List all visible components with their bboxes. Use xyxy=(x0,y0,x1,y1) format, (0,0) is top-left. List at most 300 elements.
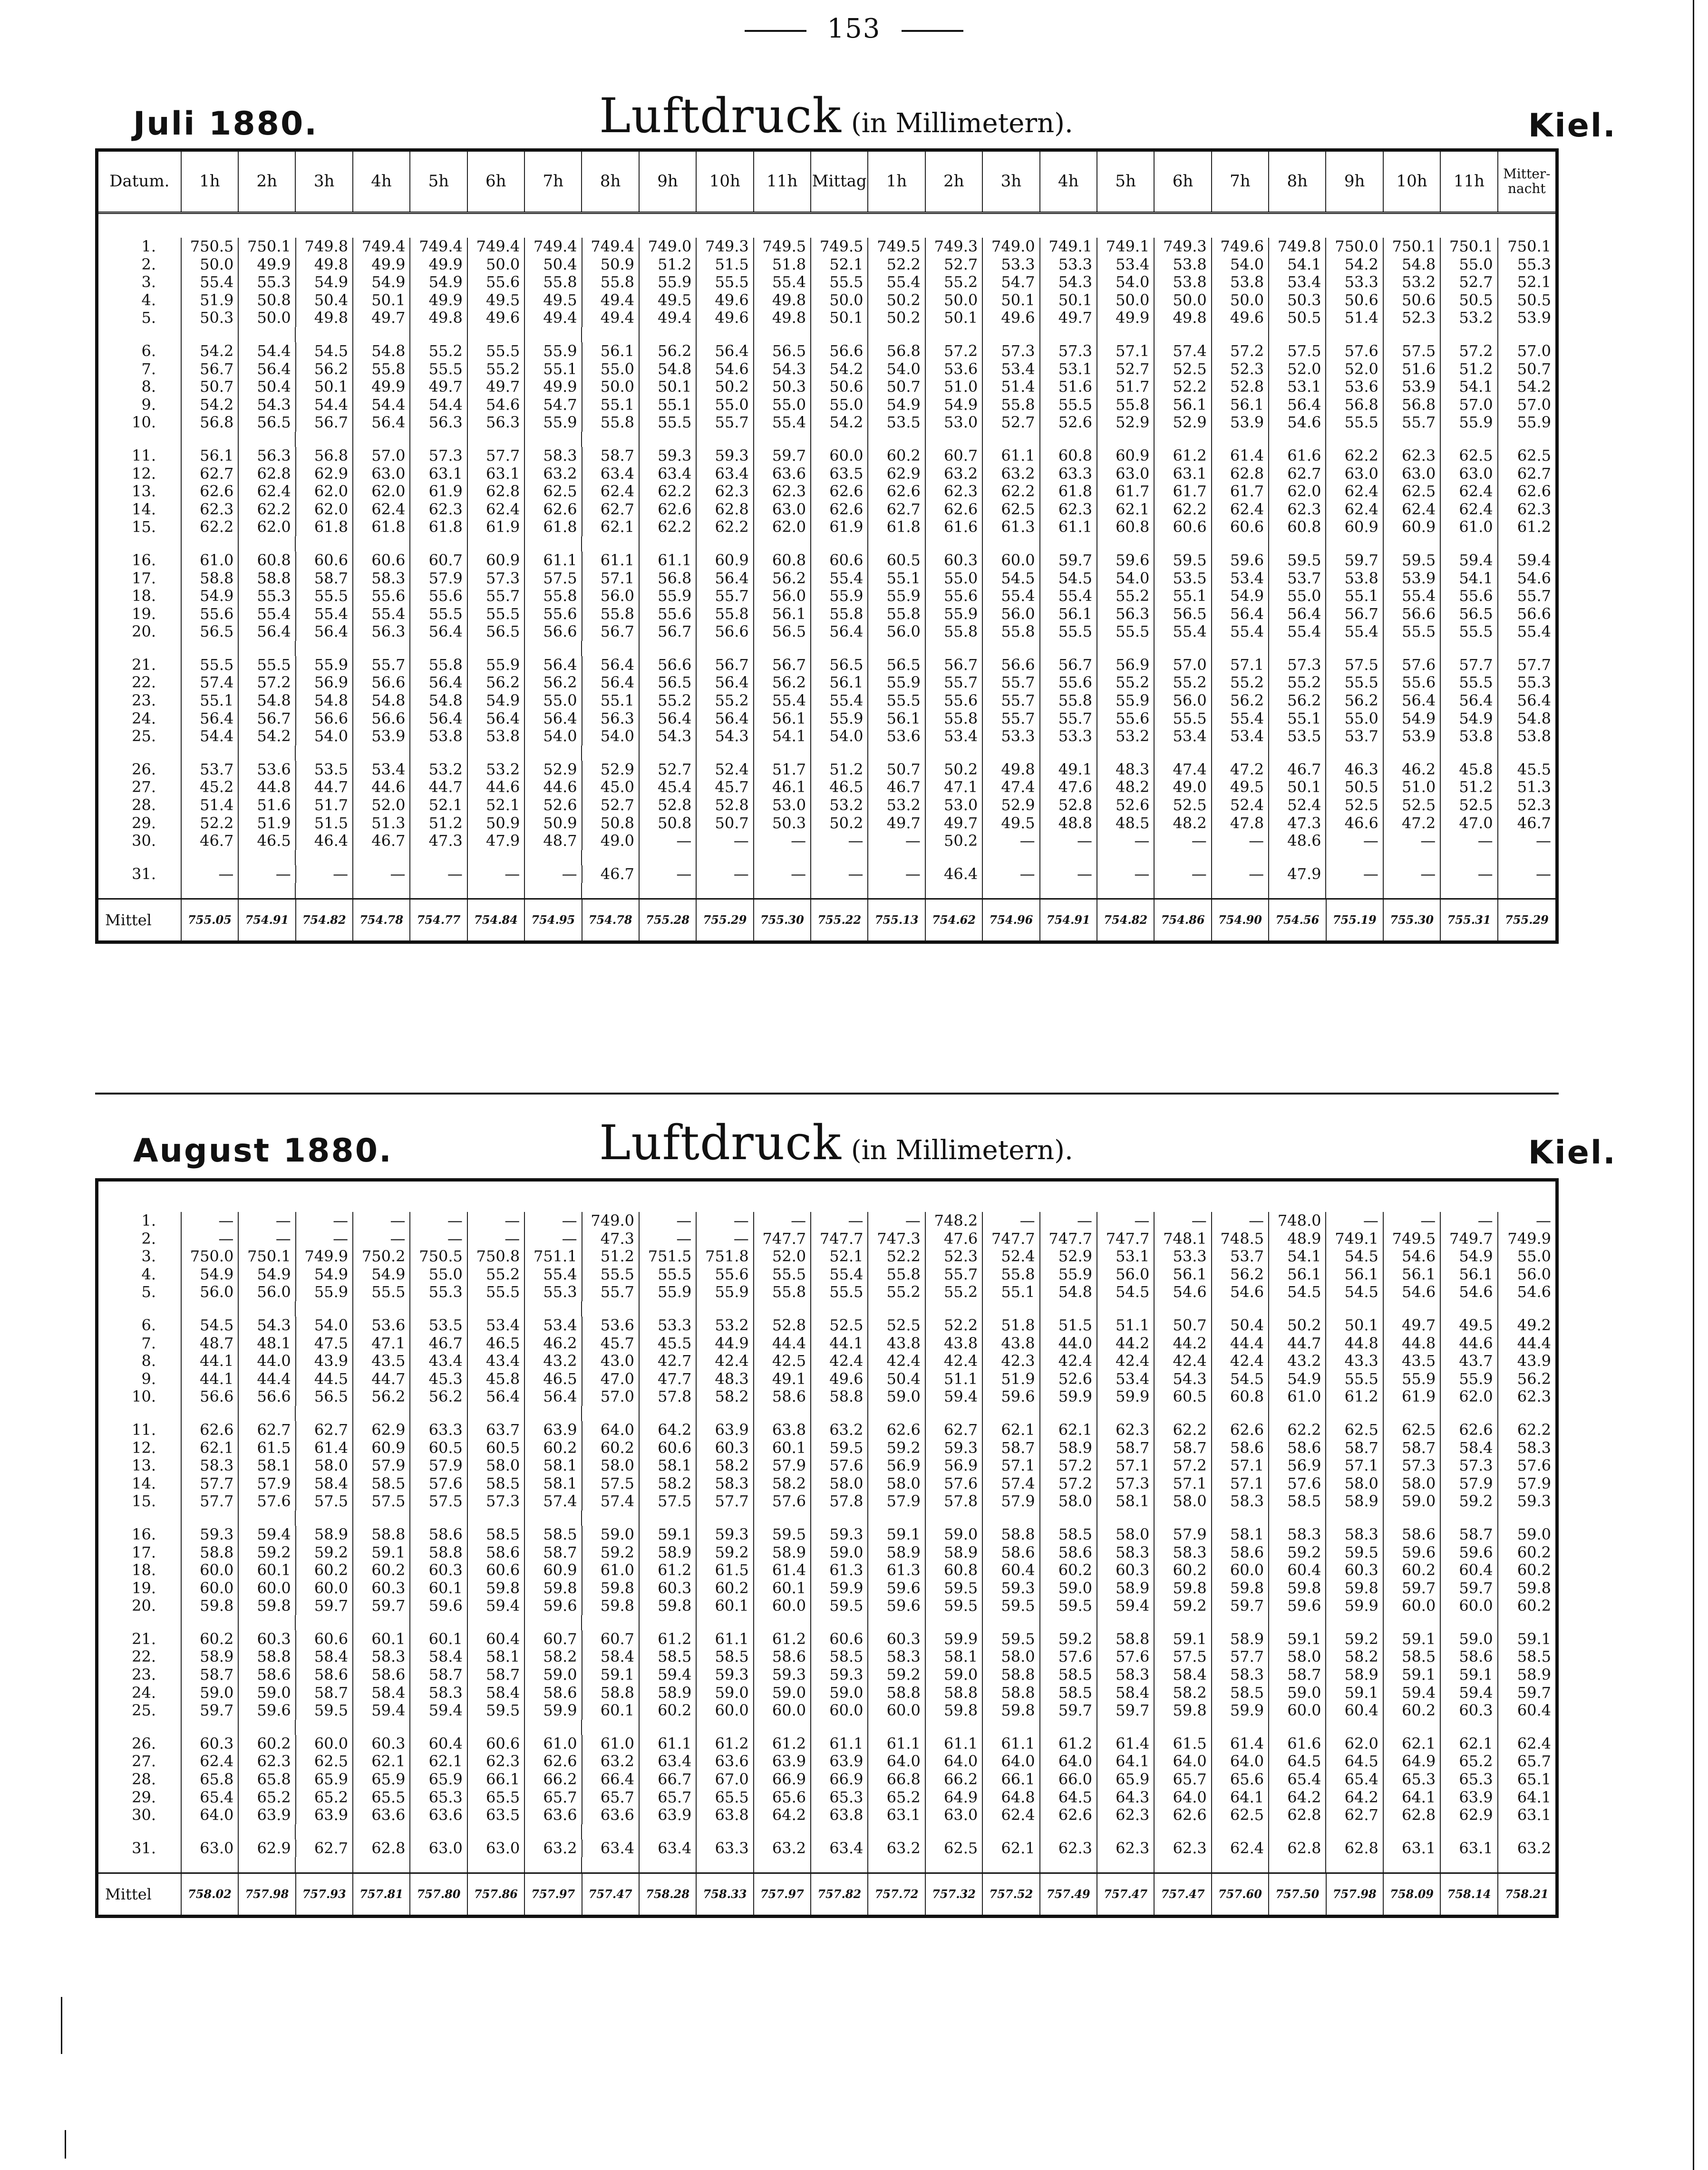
value-cell: 59.8 xyxy=(468,1579,525,1598)
value-cell: — xyxy=(525,1230,582,1248)
value-cell: 62.7 xyxy=(1326,1806,1383,1824)
value-cell: 750.0 xyxy=(1326,238,1383,256)
value-cell: — xyxy=(983,832,1040,850)
value-cell: 57.5 xyxy=(1384,342,1441,360)
column-header: 9h xyxy=(640,152,697,212)
gap-cell xyxy=(640,1857,697,1872)
gap-cell xyxy=(811,1511,868,1526)
value-cell: 751.8 xyxy=(697,1248,754,1266)
value-cell: 59.5 xyxy=(468,1702,525,1720)
value-cell: 50.8 xyxy=(582,814,640,833)
value-cell: 50.5 xyxy=(1269,309,1326,327)
value-cell: 54.6 xyxy=(1517,569,1551,587)
value-cell: 43.0 xyxy=(582,1352,640,1370)
value-cell: 59.3 xyxy=(697,1666,754,1684)
date-cell: 21. xyxy=(98,1630,182,1648)
date-cell: 3. xyxy=(98,273,182,291)
value-cell: 60.0 xyxy=(296,1735,353,1753)
value-cell: 54.4 xyxy=(296,396,353,414)
value-cell: 59.4 xyxy=(1097,1597,1155,1615)
gap-cell xyxy=(640,327,697,342)
value-cell: 54.5 xyxy=(296,342,353,360)
value-cell: 57.3 xyxy=(1040,342,1097,360)
value-cell: 50.4 xyxy=(525,256,582,274)
date-cell: 27. xyxy=(98,778,182,796)
value-cell: 52.5 xyxy=(1155,360,1212,378)
mean-value: 755.13 xyxy=(868,900,925,940)
value-cell: 748.2 xyxy=(926,1212,983,1230)
value-cell: 749.9 xyxy=(1507,1229,1551,1248)
table-row xyxy=(98,1370,1555,1388)
value-cell: 65.8 xyxy=(182,1771,239,1789)
value-cell: 55.9 xyxy=(525,342,582,360)
value-cell: 62.3 xyxy=(468,1753,525,1771)
value-cell: 55.5 xyxy=(468,605,525,623)
value-cell: 49.9 xyxy=(353,378,410,396)
value-cell: 59.0 xyxy=(182,1684,239,1702)
value-cell: 58.3 xyxy=(1097,1544,1155,1562)
gap-cell xyxy=(296,1857,353,1872)
value-cell: 62.8 xyxy=(1269,1840,1326,1858)
value-cell: 60.0 xyxy=(811,1702,868,1720)
value-cell: 43.2 xyxy=(525,1352,582,1370)
value-cell: 63.0 xyxy=(353,465,410,483)
value-cell: 50.1 xyxy=(1269,778,1326,796)
value-cell: 63.0 xyxy=(1326,465,1383,483)
value-cell: 55.9 xyxy=(1040,1266,1097,1284)
value-cell: 57.4 xyxy=(983,1475,1040,1493)
date-cell: 28. xyxy=(98,796,182,814)
gap-cell xyxy=(410,883,467,898)
date-cell: 12. xyxy=(98,1439,182,1457)
value-cell: 55.5 xyxy=(811,273,868,291)
value-cell: 60.2 xyxy=(1040,1561,1097,1579)
value-cell: 60.4 xyxy=(1269,1561,1326,1579)
table-row xyxy=(98,1248,1555,1266)
table-row xyxy=(98,273,1555,291)
value-cell: 57.1 xyxy=(1212,656,1269,674)
value-cell: — xyxy=(640,1230,697,1248)
value-cell: 57.5 xyxy=(296,1492,353,1511)
value-cell: 749.3 xyxy=(926,238,983,256)
value-cell: 55.5 xyxy=(468,342,525,360)
value-cell: 60.8 xyxy=(754,552,811,570)
value-cell: 56.1 xyxy=(1212,396,1269,414)
table-body xyxy=(98,214,1555,898)
value-cell: 59.7 xyxy=(1040,552,1097,570)
value-cell: 58.7 xyxy=(582,447,640,465)
value-cell: 58.6 xyxy=(1269,1439,1326,1457)
value-cell: 59.8 xyxy=(1155,1579,1212,1598)
gap-cell xyxy=(926,327,983,342)
value-cell: 63.9 xyxy=(1441,1789,1498,1807)
gap-cell xyxy=(1498,1824,1555,1840)
value-cell: 62.4 xyxy=(1212,501,1269,519)
value-cell: 749.9 xyxy=(296,1248,353,1266)
value-cell: 55.8 xyxy=(582,273,640,291)
mean-value: 757.93 xyxy=(296,1874,353,1915)
value-cell: 57.6 xyxy=(754,1492,811,1511)
value-cell: 63.0 xyxy=(182,1840,239,1858)
value-cell: 62.5 xyxy=(1212,1806,1269,1824)
value-cell: 55.7 xyxy=(697,587,754,605)
value-cell: — xyxy=(239,1212,296,1230)
gap-cell xyxy=(1269,883,1326,898)
value-cell: 63.2 xyxy=(525,465,582,483)
value-cell: 61.1 xyxy=(697,1630,754,1648)
value-cell: 56.6 xyxy=(697,623,754,641)
value-cell: 749.4 xyxy=(353,238,410,256)
value-cell: 58.7 xyxy=(296,570,353,588)
value-cell: 53.7 xyxy=(182,761,239,779)
value-cell: 58.0 xyxy=(296,1457,353,1475)
value-cell: 59.3 xyxy=(697,1526,754,1544)
value-cell: 54.3 xyxy=(697,727,754,746)
value-cell: 57.5 xyxy=(1269,342,1326,360)
value-cell: 45.7 xyxy=(582,1335,640,1353)
value-cell: 51.9 xyxy=(983,1370,1040,1388)
date-cell: 28. xyxy=(98,1771,182,1789)
value-cell: 55.7 xyxy=(468,587,525,605)
gap-cell xyxy=(353,536,410,552)
value-cell: — xyxy=(1155,832,1212,850)
value-cell: 61.8 xyxy=(525,518,582,536)
value-cell: 59.6 xyxy=(1212,552,1269,570)
value-cell: 54.9 xyxy=(868,396,925,414)
value-cell: 53.8 xyxy=(1326,570,1383,588)
gap-cell xyxy=(182,327,239,342)
value-cell: 55.9 xyxy=(1384,1370,1441,1388)
gap-cell xyxy=(525,850,582,865)
value-cell: 44.4 xyxy=(239,1370,296,1388)
value-cell: 55.5 xyxy=(1326,1370,1383,1388)
value-cell: 63.2 xyxy=(868,1840,925,1858)
value-cell: 55.8 xyxy=(983,623,1040,641)
gap-cell xyxy=(983,850,1040,865)
mean-value: 755.19 xyxy=(1327,900,1384,940)
value-cell: 59.7 xyxy=(1517,1683,1551,1702)
value-cell: 60.8 xyxy=(1212,1388,1269,1406)
value-cell: 56.0 xyxy=(1155,692,1212,710)
gap-cell xyxy=(1498,1406,1555,1421)
value-cell: — xyxy=(239,865,296,883)
value-cell: 62.3 xyxy=(1040,1840,1097,1858)
value-cell: 56.4 xyxy=(811,623,868,641)
value-cell: 59.4 xyxy=(468,1597,525,1615)
gap-cell xyxy=(1441,432,1498,447)
value-cell: 65.7 xyxy=(1517,1752,1551,1771)
value-cell: — xyxy=(525,1212,582,1230)
value-cell: 50.2 xyxy=(926,761,983,779)
value-cell: 54.8 xyxy=(239,692,296,710)
value-cell: 66.1 xyxy=(468,1771,525,1789)
value-cell: 51.6 xyxy=(1384,360,1441,378)
table-row xyxy=(98,1352,1555,1370)
value-cell: 43.8 xyxy=(926,1335,983,1353)
value-cell: 60.1 xyxy=(353,1630,410,1648)
value-cell: 54.4 xyxy=(182,727,239,746)
value-cell: 58.8 xyxy=(239,1648,296,1666)
value-cell: 65.6 xyxy=(1212,1771,1269,1789)
gap-cell xyxy=(182,1301,239,1317)
value-cell: 62.2 xyxy=(1517,1420,1551,1439)
title-main: Luftdruck xyxy=(599,1115,842,1171)
table-row xyxy=(98,501,1555,519)
value-cell: 54.2 xyxy=(811,414,868,432)
value-cell: 49.7 xyxy=(926,814,983,833)
value-cell: 61.2 xyxy=(1155,447,1212,465)
value-cell: 60.4 xyxy=(983,1561,1040,1579)
row-group-gap xyxy=(98,327,1555,342)
value-cell: 59.2 xyxy=(1326,1630,1383,1648)
value-cell: 51.7 xyxy=(754,761,811,779)
value-cell: 54.6 xyxy=(697,360,754,378)
value-cell: 59.8 xyxy=(582,1597,640,1615)
value-cell: 43.4 xyxy=(468,1352,525,1370)
gap-cell xyxy=(468,1615,525,1630)
value-cell: 55.7 xyxy=(983,692,1040,710)
value-cell: 58.6 xyxy=(353,1666,410,1684)
value-cell: 54.0 xyxy=(296,727,353,746)
row-group-gap xyxy=(98,1511,1555,1526)
value-cell: 56.1 xyxy=(582,342,640,360)
value-cell: 62.6 xyxy=(811,483,868,501)
value-cell: 63.9 xyxy=(697,1421,754,1439)
table-row xyxy=(98,1806,1555,1824)
value-cell: 61.9 xyxy=(1384,1388,1441,1406)
table-row xyxy=(98,587,1555,605)
value-cell: 57.6 xyxy=(1517,1456,1551,1475)
value-cell: 54.9 xyxy=(468,692,525,710)
value-cell: 52.7 xyxy=(582,796,640,814)
value-cell: 63.7 xyxy=(468,1421,525,1439)
gap-cell xyxy=(353,883,410,898)
table-row xyxy=(98,865,1555,883)
value-cell: 63.3 xyxy=(697,1840,754,1858)
value-cell: 59.4 xyxy=(1441,1684,1498,1702)
value-cell: 50.5 xyxy=(1517,291,1551,309)
value-cell: 50.3 xyxy=(1269,291,1326,310)
value-cell: 55.4 xyxy=(182,273,239,291)
value-cell: 62.5 xyxy=(525,483,582,501)
value-cell: 46.4 xyxy=(926,865,983,883)
value-cell: 60.1 xyxy=(410,1630,467,1648)
table-row xyxy=(98,1283,1555,1301)
mean-value: 757.47 xyxy=(1155,1874,1212,1915)
value-cell: 51.5 xyxy=(697,256,754,274)
value-cell: 59.4 xyxy=(353,1702,410,1720)
mean-value: 755.29 xyxy=(697,900,754,940)
value-cell: 59.4 xyxy=(1384,1684,1441,1702)
value-cell: 54.9 xyxy=(182,1266,239,1284)
value-cell: 61.1 xyxy=(640,1735,697,1753)
value-cell: 749.0 xyxy=(582,1212,640,1230)
value-cell: 61.3 xyxy=(983,518,1040,536)
date-cell: 13. xyxy=(98,1457,182,1475)
value-cell: 62.7 xyxy=(182,465,239,483)
mean-value: 757.47 xyxy=(1097,1874,1155,1915)
gap-cell xyxy=(1498,883,1555,898)
value-cell: 55.7 xyxy=(926,1266,983,1284)
table-row xyxy=(98,378,1555,396)
value-cell: 58.4 xyxy=(1155,1666,1212,1684)
value-cell: 54.2 xyxy=(182,396,239,414)
gap-cell xyxy=(1441,746,1498,761)
value-cell: 59.0 xyxy=(1517,1525,1551,1543)
value-cell: 55.9 xyxy=(926,605,983,623)
value-cell: 58.2 xyxy=(754,1475,811,1493)
gap-cell xyxy=(1040,850,1097,865)
value-cell: 60.6 xyxy=(468,1561,525,1579)
mean-value: 758.33 xyxy=(697,1874,754,1915)
value-cell: 63.0 xyxy=(1384,465,1441,483)
value-cell: 63.9 xyxy=(754,1753,811,1771)
table-row xyxy=(98,414,1555,432)
gap-cell xyxy=(1498,432,1555,447)
gap-cell xyxy=(697,1857,754,1872)
column-header: 6h xyxy=(468,152,525,212)
value-cell: — xyxy=(1097,1212,1155,1230)
value-cell: 55.8 xyxy=(868,1266,925,1284)
value-cell: 50.1 xyxy=(1326,1317,1383,1335)
value-cell: 50.4 xyxy=(1212,1317,1269,1335)
value-cell: 57.5 xyxy=(582,1475,640,1493)
value-cell: 62.6 xyxy=(811,501,868,519)
value-cell: 51.4 xyxy=(1326,309,1383,327)
value-cell: 55.9 xyxy=(1441,1370,1498,1388)
value-cell: 56.4 xyxy=(468,1388,525,1406)
value-cell: 62.7 xyxy=(239,1421,296,1439)
value-cell: 59.7 xyxy=(1097,1702,1155,1720)
value-cell: 45.7 xyxy=(697,778,754,796)
value-cell: 48.7 xyxy=(182,1335,239,1353)
value-cell: 45.5 xyxy=(1517,760,1551,778)
value-cell: 63.5 xyxy=(811,465,868,483)
value-cell: 63.4 xyxy=(811,1840,868,1858)
mean-value: 755.31 xyxy=(1441,900,1498,940)
date-cell: 21. xyxy=(98,656,182,674)
value-cell: 60.0 xyxy=(1384,1597,1441,1615)
value-cell: 58.0 xyxy=(582,1457,640,1475)
value-cell: — xyxy=(468,1230,525,1248)
mean-value: 754.86 xyxy=(1155,900,1212,940)
gap-cell xyxy=(1326,641,1383,656)
value-cell: 54.8 xyxy=(296,692,353,710)
value-cell: 58.9 xyxy=(1040,1439,1097,1457)
value-cell: 55.5 xyxy=(582,1266,640,1284)
value-cell: — xyxy=(1441,865,1498,883)
value-cell: 52.8 xyxy=(640,796,697,814)
value-cell: 56.8 xyxy=(182,414,239,432)
value-cell: 52.3 xyxy=(1517,796,1551,814)
gap-cell xyxy=(1040,1511,1097,1526)
date-cell: 1. xyxy=(98,1212,182,1230)
value-cell: 59.3 xyxy=(697,447,754,465)
scan-mark xyxy=(65,2130,66,2159)
value-cell: 64.5 xyxy=(1269,1753,1326,1771)
value-cell: 58.8 xyxy=(983,1666,1040,1684)
value-cell: 62.8 xyxy=(239,465,296,483)
value-cell: 50.2 xyxy=(868,291,925,310)
gap-cell xyxy=(754,641,811,656)
value-cell: 61.1 xyxy=(926,1735,983,1753)
table-row xyxy=(98,1212,1555,1230)
column-header: 5h xyxy=(410,152,467,212)
value-cell: 50.2 xyxy=(926,832,983,850)
value-cell: 57.7 xyxy=(697,1492,754,1511)
gap-cell xyxy=(1441,1720,1498,1735)
value-cell: 57.2 xyxy=(926,342,983,360)
value-cell: 59.4 xyxy=(239,1526,296,1544)
value-cell: 59.7 xyxy=(754,447,811,465)
date-cell: 12. xyxy=(98,465,182,483)
value-cell: 57.3 xyxy=(1269,656,1326,674)
gap-cell xyxy=(640,1301,697,1317)
value-cell: 50.7 xyxy=(182,378,239,396)
value-cell: 59.8 xyxy=(182,1597,239,1615)
value-cell: 58.8 xyxy=(582,1684,640,1702)
value-cell: 43.7 xyxy=(1441,1352,1498,1370)
value-cell: 55.1 xyxy=(640,396,697,414)
value-cell: 62.9 xyxy=(868,465,925,483)
table-header xyxy=(98,152,1555,214)
value-cell: 62.6 xyxy=(1040,1806,1097,1824)
value-cell: 53.2 xyxy=(468,761,525,779)
value-cell: 49.6 xyxy=(983,309,1040,327)
value-cell: — xyxy=(468,865,525,883)
table-row xyxy=(98,623,1555,641)
gap-cell xyxy=(410,327,467,342)
value-cell: 50.4 xyxy=(239,378,296,396)
value-cell: 55.4 xyxy=(1384,587,1441,605)
gap-cell xyxy=(525,536,582,552)
gap-cell xyxy=(1441,327,1498,342)
value-cell: 50.0 xyxy=(1155,291,1212,310)
value-cell: 56.7 xyxy=(239,710,296,728)
mean-value: 754.62 xyxy=(926,900,983,940)
gap-cell xyxy=(525,641,582,656)
column-header: 1h xyxy=(868,152,925,212)
value-cell: 59.2 xyxy=(1155,1597,1212,1615)
value-cell: 749.5 xyxy=(754,238,811,256)
value-cell: 57.1 xyxy=(1326,1457,1383,1475)
value-cell: 57.2 xyxy=(239,674,296,692)
value-cell: 50.9 xyxy=(525,814,582,833)
value-cell: 59.6 xyxy=(983,1388,1040,1406)
gap-cell xyxy=(811,432,868,447)
value-cell: 62.6 xyxy=(525,501,582,519)
gap-cell xyxy=(468,641,525,656)
gap-cell xyxy=(98,883,182,898)
value-cell: 55.8 xyxy=(1097,396,1155,414)
value-cell: — xyxy=(1155,865,1212,883)
value-cell: — xyxy=(811,865,868,883)
value-cell: 54.0 xyxy=(296,1317,353,1335)
value-cell: 53.2 xyxy=(1097,727,1155,746)
value-cell: 62.3 xyxy=(1097,1421,1155,1439)
value-cell: 61.6 xyxy=(926,518,983,536)
value-cell: 53.8 xyxy=(1155,273,1212,291)
value-cell: 749.8 xyxy=(1269,238,1326,256)
value-cell: 66.4 xyxy=(582,1771,640,1789)
date-cell: 26. xyxy=(98,1735,182,1753)
mean-value: 757.81 xyxy=(353,1874,410,1915)
value-cell: 57.1 xyxy=(1097,342,1155,360)
value-cell: 61.4 xyxy=(1097,1735,1155,1753)
gap-cell xyxy=(1441,536,1498,552)
value-cell: 54.9 xyxy=(182,587,239,605)
gap-cell xyxy=(296,850,353,865)
